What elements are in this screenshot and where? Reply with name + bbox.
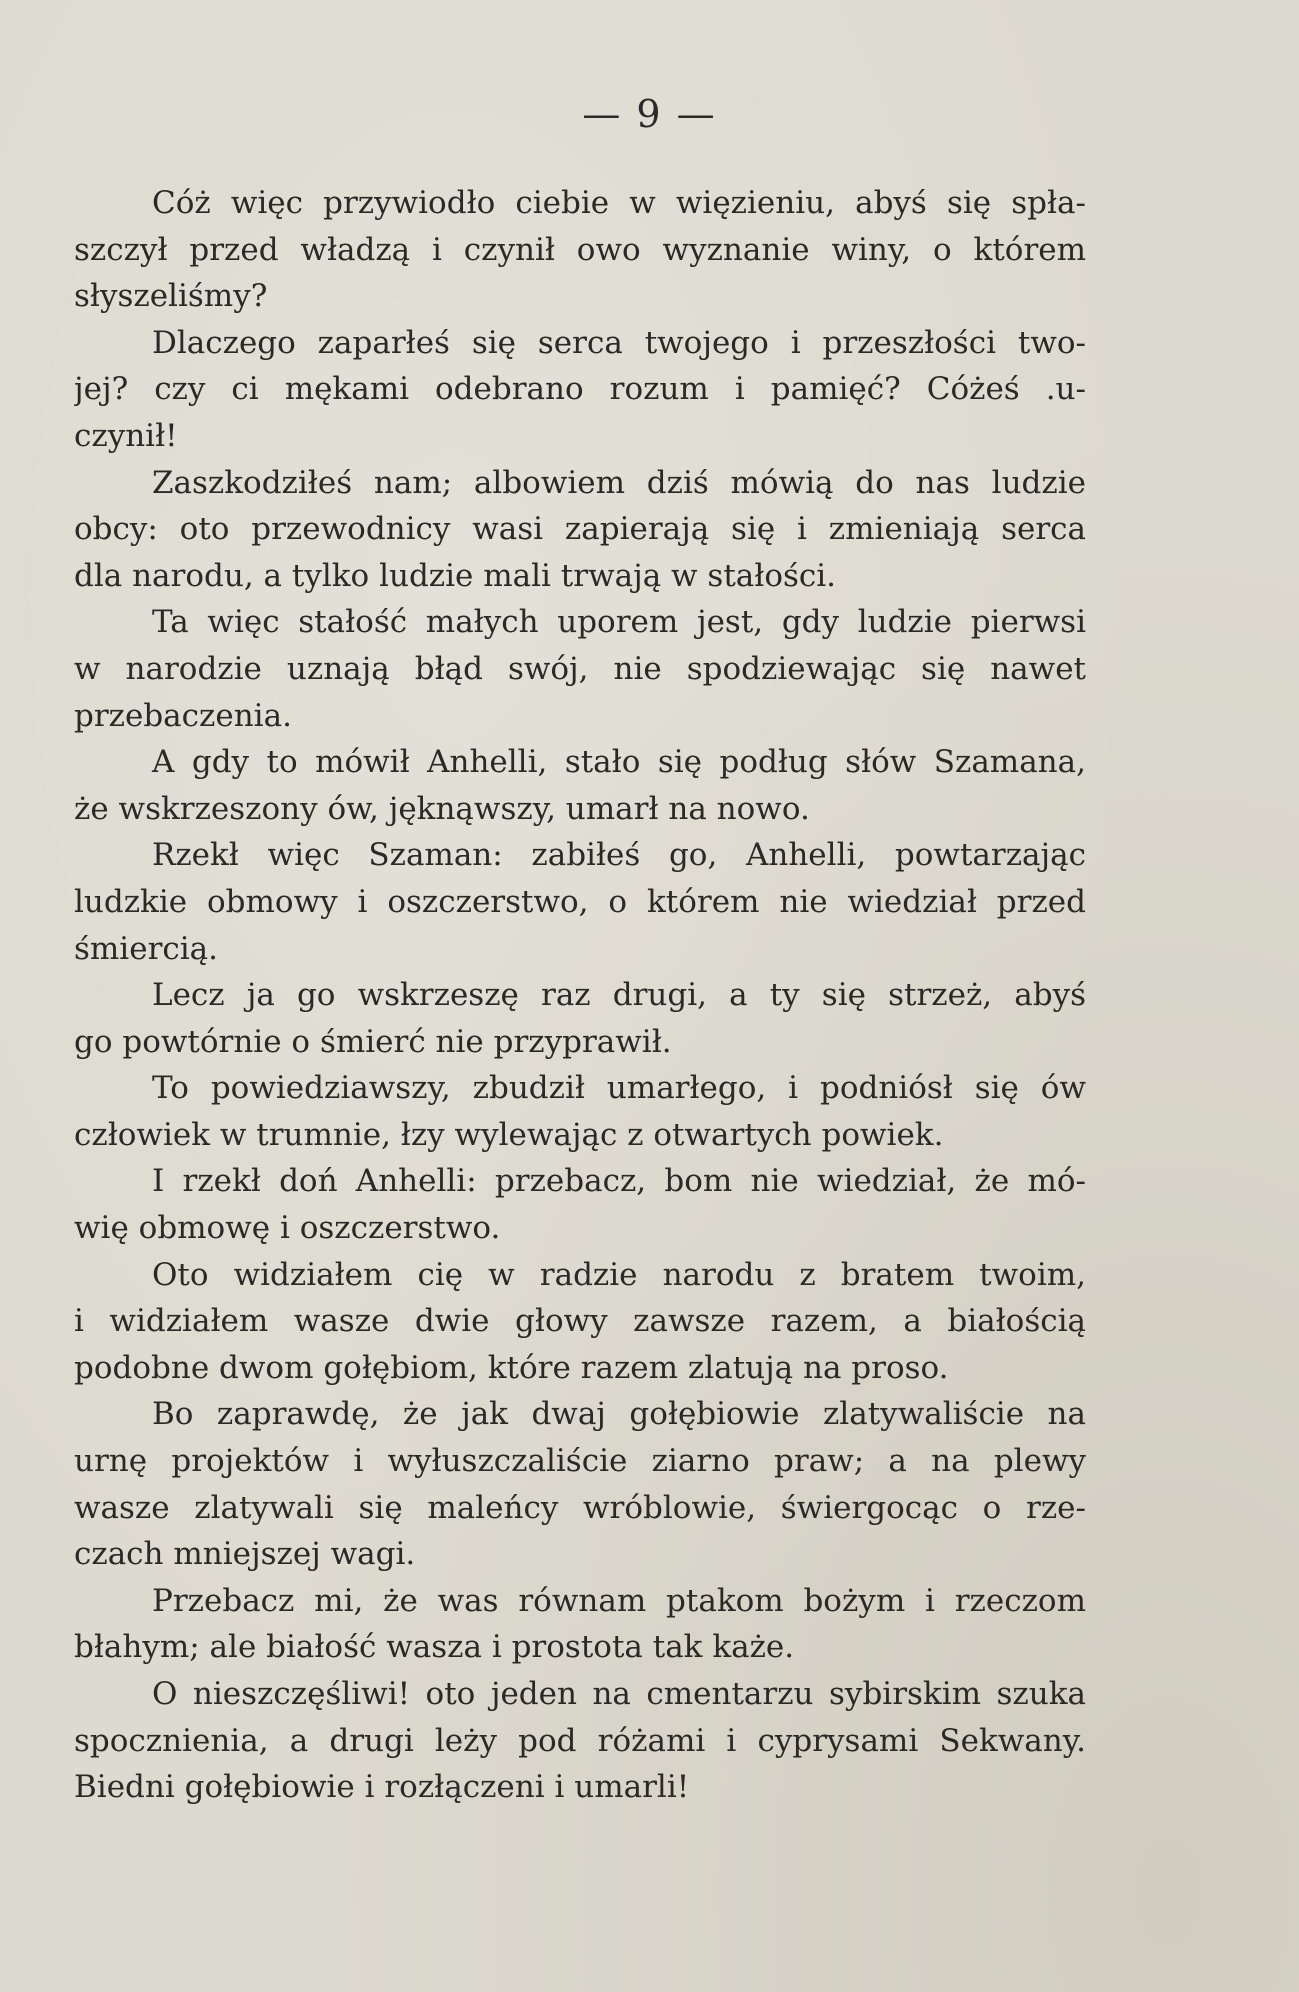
text-line: w narodzie uznają błąd swój, nie spodziewając się nawet <box>74 650 1086 687</box>
text-line: i widziałem wasze dwie głowy zawsze razem, a białością <box>74 1303 1086 1340</box>
text-line: że wskrzeszony ów, jęknąwszy, umarł na nowo. <box>74 790 810 827</box>
text-line: dla narodu, a tylko ludzie mali trwają w stałości. <box>74 557 837 594</box>
text-line: Oto widziałem cię w radzie narodu z bratem twoim, <box>152 1256 1086 1293</box>
text-line: Lecz ja go wskrzeszę raz drugi, a ty się strzeż, abyś <box>152 977 1086 1014</box>
text-line: czach mniejszej wagi. <box>74 1536 416 1573</box>
text-line: Zaszkodziłeś nam; albowiem dziś mówią do nas ludzie <box>152 464 1086 501</box>
text-line: Ta więc stałość małych uporem jest, gdy ludzie pierwsi <box>152 604 1086 641</box>
page-body-text <box>74 180 1086 1811</box>
text-line: A gdy to mówił Anhelli, stało się podług słów Szamana, <box>152 744 1086 781</box>
text-line: To powiedziawszy, zbudził umarłego, i podniósł się ów <box>152 1070 1086 1107</box>
text-line: Rzekł więc Szaman: zabiłeś go, Anhelli, powtarzając <box>152 837 1086 874</box>
page-number: — 9 — <box>582 92 717 136</box>
text-line: I rzekł doń Anhelli: przebacz, bom nie wiedział, że mó- <box>152 1163 1086 1200</box>
text-line: urnę projektów i wyłuszczaliście ziarno praw; a na plewy <box>74 1443 1086 1480</box>
text-line: podobne dwom gołębiom, które razem zlatują na proso. <box>74 1349 949 1386</box>
text-line: jej? czy ci mękami odebrano rozum i pamięć? Cóżeś .u- <box>74 371 1086 408</box>
text-line: go powtórnie o śmierć nie przyprawił. <box>74 1023 672 1060</box>
text-line: człowiek w trumnie, łzy wylewając z otwartych powiek. <box>74 1116 944 1153</box>
text-line: szczył przed władzą i czynił owo wyznanie winy, o którem <box>74 231 1086 268</box>
text-line: Biedni gołębiowie i rozłączeni i umarli! <box>74 1769 690 1806</box>
text-line: Bo zaprawdę, że jak dwaj gołębiowie zlatywaliście na <box>152 1396 1086 1433</box>
text-line: błahym; ale białość wasza i prostota tak każe. <box>74 1629 795 1666</box>
text-line: Cóż więc przywiodło ciebie w więzieniu, abyś się spła- <box>152 185 1086 221</box>
text-line: śmiercią. <box>74 930 218 967</box>
text-line: Przebacz mi, że was równam ptakom bożym i rzeczom <box>152 1582 1086 1619</box>
text-line: czynił! <box>74 417 178 454</box>
text-line: ludzkie obmowy i oszczerstwo, o którem nie wiedział przed <box>74 883 1086 920</box>
text-line: spocznienia, a drugi leży pod różami i cyprysami Sekwany. <box>74 1722 1086 1759</box>
text-line: Dlaczego zaparłeś się serca twojego i przeszłości two- <box>152 324 1086 361</box>
text-line: O nieszczęśliwi! oto jeden na cmentarzu sybirskim szuka <box>152 1676 1086 1712</box>
text-line: słyszeliśmy? <box>74 278 268 315</box>
text-line: obcy: oto przewodnicy wasi zapierają się i zmieniają serca <box>74 511 1086 548</box>
text-line: przebaczenia. <box>74 697 292 734</box>
text-line: wię obmowę i oszczerstwo. <box>74 1210 501 1247</box>
text-line: wasze zlatywali się maleńcy wróblowie, świergocąc o rze- <box>74 1489 1086 1526</box>
